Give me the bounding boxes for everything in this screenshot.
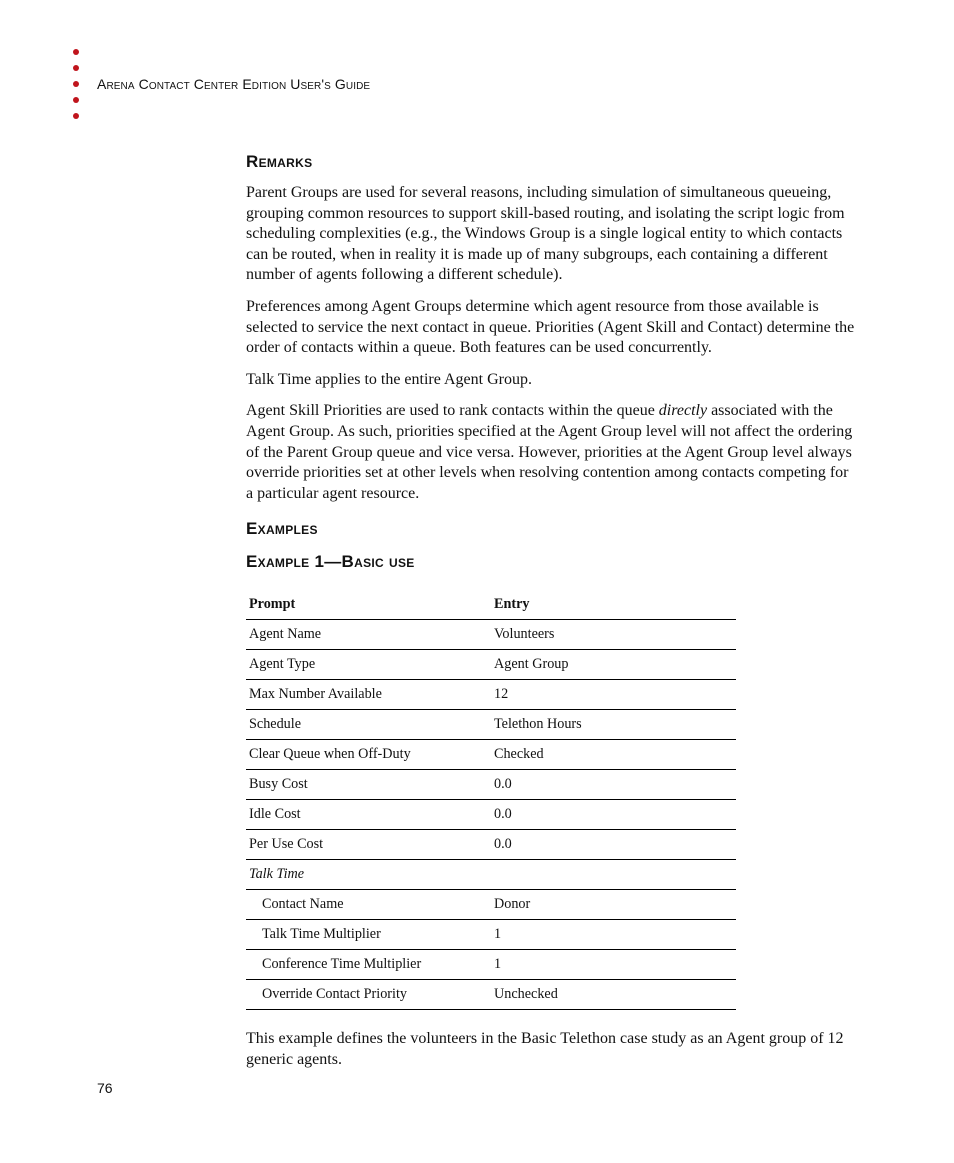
running-head: Arena Contact Center Edition User's Guide [97, 76, 371, 92]
p4-emphasis: directly [658, 402, 708, 420]
table-row [246, 680, 736, 710]
table-cell-entry: 0.0 [491, 830, 736, 860]
table-cell-prompt: Clear Queue when Off-Duty [246, 740, 491, 770]
table-cell-entry: Donor [491, 890, 736, 920]
table-header-entry: Entry [494, 595, 530, 612]
table-cell-entry: 0.0 [491, 770, 736, 800]
table-cell-prompt: Override Contact Priority [246, 980, 491, 1010]
table-cell-entry: 1 [491, 950, 736, 980]
remarks-paragraph-1: Parent Groups are used for several reasons, including simulation of simultaneous queueing, grouping common resources to support skill-based routing, and isolating the script logic from scheduling complexities (e.g., the Windows Group is a single logical entity to which contacts can be routed, when in reality it is made up of many subgroups, each containing a different number of agents following a different schedule). [246, 184, 845, 284]
table-row [246, 920, 736, 950]
remarks-heading: Remarks [246, 152, 313, 171]
table-cell-prompt: Idle Cost [246, 800, 491, 830]
closing-paragraph: This example defines the volunteers in the Basic Telethon case study as an Agent group of 12 generic agents. [246, 1030, 844, 1068]
table-cell-prompt: Per Use Cost [246, 830, 491, 860]
table-header-prompt: Prompt [249, 595, 296, 612]
table-cell-entry: Checked [491, 740, 736, 770]
p4-text-end: associated with the Agent Group. As such, priorities specified at the Agent Group level will not affect the ordering of the Parent Group queue and vice versa. However, priorities at the Agent Group level always override priorities set at other levels when resolving contention among contacts competing for a particular agent resource. [246, 402, 853, 502]
table-cell-entry: Telethon Hours [491, 710, 736, 740]
main-content [246, 152, 858, 1071]
example-table [246, 589, 736, 1010]
table-row [246, 620, 736, 650]
table-row [246, 860, 736, 890]
table-row [246, 830, 736, 860]
table-cell-entry: Volunteers [491, 620, 736, 650]
table-cell-prompt: Conference Time Multiplier [246, 950, 491, 980]
table-cell-prompt: Talk Time Multiplier [246, 920, 491, 950]
remarks-paragraph-3: Talk Time applies to the entire Agent Group. [246, 370, 532, 388]
table-row [246, 770, 736, 800]
table-row [246, 890, 736, 920]
table-cell-prompt: Contact Name [246, 890, 491, 920]
remarks-paragraph-2: Preferences among Agent Groups determine which agent resource from those available is selected to service the next contact in queue. Priorities (Agent Skill and Contact) determine the order of contacts within a queue. Both features can be used concurrently. [246, 297, 855, 357]
table-row [246, 980, 736, 1010]
table-row [246, 950, 736, 980]
table-row [246, 800, 736, 830]
table-cell-prompt: Max Number Available [246, 680, 491, 710]
page-number: 76 [97, 1080, 113, 1096]
table-cell-prompt: Agent Type [246, 650, 491, 680]
table-header-row [246, 589, 736, 620]
table-cell-prompt: Agent Name [246, 620, 491, 650]
table-cell-prompt: Talk Time [246, 860, 491, 890]
table-cell-entry: 0.0 [491, 800, 736, 830]
example-1-heading: Example 1—Basic use [246, 552, 415, 572]
table-cell-entry: 1 [491, 920, 736, 950]
table-cell-prompt: Busy Cost [246, 770, 491, 800]
table-cell-entry: 12 [491, 680, 736, 710]
table-cell-prompt: Schedule [246, 710, 491, 740]
examples-heading: Examples [246, 519, 318, 539]
remarks-paragraph-4 [246, 401, 858, 504]
table-row [246, 650, 736, 680]
table-row [246, 740, 736, 770]
table-row [246, 710, 736, 740]
p4-text-start: Agent Skill Priorities are used to rank contacts within the queue [246, 402, 659, 420]
table-cell-entry: Agent Group [491, 650, 736, 680]
table-cell-entry [491, 860, 736, 890]
table-cell-entry: Unchecked [491, 980, 736, 1010]
